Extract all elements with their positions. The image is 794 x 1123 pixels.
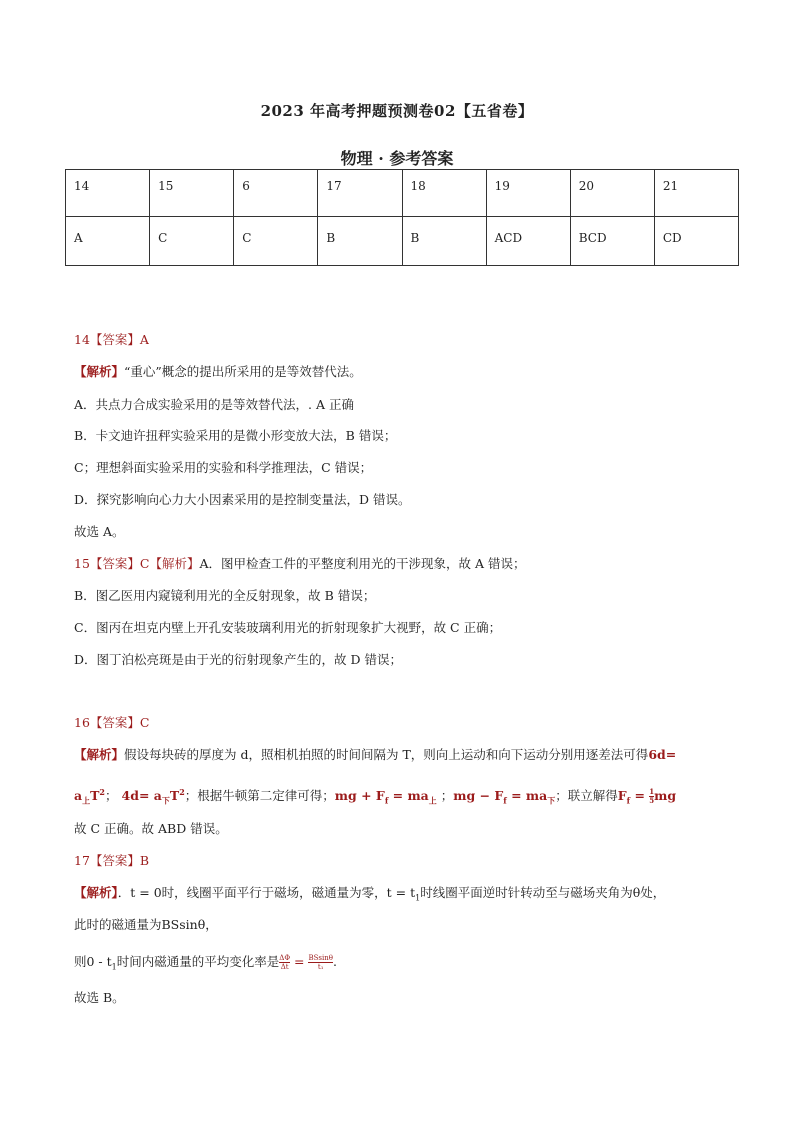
answer-cell: ACD xyxy=(486,217,570,266)
page-subtitle: 物理 · 参考答案 xyxy=(340,149,454,168)
q17-answer-label: 17【答案】B xyxy=(74,853,150,868)
q16-analysis-line-2 xyxy=(74,783,676,810)
page-title: 2023 年高考押题预测卷02【五省卷】 xyxy=(260,102,534,120)
analysis-text: 假设每块砖的厚度为 d，照相机拍照的时间间隔为 T，则向上运动和向下运动分别用逐差法可得 xyxy=(124,747,649,762)
q17-conclusion: 故选 B。 xyxy=(74,990,125,1005)
q15-option-a: A．图甲检查工件的平整度利用光的干涉现象，故 A 错误； xyxy=(199,556,526,571)
q16-analysis-line-1 xyxy=(74,746,676,764)
answer-cell: B xyxy=(402,217,486,266)
analysis-label: 【解析】 xyxy=(74,364,125,379)
answer-cell: A xyxy=(66,217,150,266)
equation-6d: 6d= xyxy=(648,747,677,762)
q16-answer-label: 16【答案】C xyxy=(74,715,150,730)
answer-cell: CD xyxy=(654,217,738,266)
equation-4d: $4d= a_下T^2$ xyxy=(121,787,185,806)
answer-cell: BCD xyxy=(570,217,654,266)
q14-analysis xyxy=(74,363,362,381)
q15-first-line xyxy=(74,555,526,573)
analysis-text: ；根据牛顿第二定律可得； xyxy=(184,788,335,804)
separator: ； xyxy=(105,788,118,804)
separator: ； xyxy=(436,788,454,804)
equation-newton-up: mg + $F_f = ma_上$ xyxy=(334,788,437,806)
answer-row xyxy=(66,217,739,266)
equation-result: $F_f$ = $\frac{1}{5}$ mg xyxy=(617,787,677,806)
question-cell: 21 xyxy=(654,170,738,217)
q14-option-b: B．卡文迪许扭秤实验采用的是微小形变放大法，B 错误； xyxy=(74,428,397,443)
q15-option-d: D．图丁泊松亮斑是由于光的衍射现象产生的，故 D 错误； xyxy=(74,652,402,667)
question-cell: 6 xyxy=(234,170,318,217)
q17-analysis-line-1: 【解析】．t = 0时，线圈平面平行于磁场，磁通量为零，$t = t_1$时线圈平面逆时针转动至与磁场夹角为θ处， xyxy=(74,885,666,903)
answer-cell: B xyxy=(318,217,402,266)
q15-option-b: B．图乙医用内窥镜利用光的全反射现象，故 B 错误； xyxy=(74,588,376,603)
analysis-text: “重心”概念的提出所采用的是等效替代法。 xyxy=(124,364,362,379)
analysis-label: 【解析】 xyxy=(74,747,125,762)
q14-conclusion: 故选 A。 xyxy=(74,524,125,539)
q15-option-c: C．图丙在坦克内壁上开孔安装玻璃利用光的折射现象扩大视野，故 C 正确； xyxy=(74,620,502,635)
answer-cell: C xyxy=(150,217,234,266)
question-cell: 19 xyxy=(486,170,570,217)
q16-conclusion: 故 C 正确。故 ABD 错误。 xyxy=(74,821,228,836)
q14-option-a: A．共点力合成实验采用的是等效替代法，. A 正确 xyxy=(74,397,354,412)
q17-analysis-line-2: 此时的磁通量为BSsinθ， xyxy=(74,917,218,932)
analysis-text: ；联立解得 xyxy=(555,788,618,804)
answer-table xyxy=(65,169,739,266)
q17-analysis-line-3: 则$0 - t_1$时间内磁通量的平均变化率是 $\frac{\Delta\Phi}{\Delta t}$ = $\frac{BSsin\theta}{\text{t₁}}$ . xyxy=(74,954,337,972)
q14-option-d: D．探究影响向心力大小因素采用的是控制变量法，D 错误。 xyxy=(74,492,411,507)
q14-option-c: C；理想斜面实验采用的实验和科学推理法，C 错误； xyxy=(74,460,373,475)
q14-answer-label: 14【答案】A xyxy=(74,332,149,347)
answer-cell: C xyxy=(234,217,318,266)
equation-newton-down: mg − $F_f = ma_下$ xyxy=(453,788,556,806)
analysis-label: 【解析】 xyxy=(74,885,118,900)
question-number-row xyxy=(66,170,739,217)
equation-a-up: $a_上T^2$ xyxy=(74,787,105,806)
q15-answer-label: 15【答案】C【解析】 xyxy=(74,556,200,571)
question-cell: 14 xyxy=(66,170,150,217)
question-cell: 17 xyxy=(318,170,402,217)
question-cell: 15 xyxy=(150,170,234,217)
question-cell: 18 xyxy=(402,170,486,217)
question-cell: 20 xyxy=(570,170,654,217)
